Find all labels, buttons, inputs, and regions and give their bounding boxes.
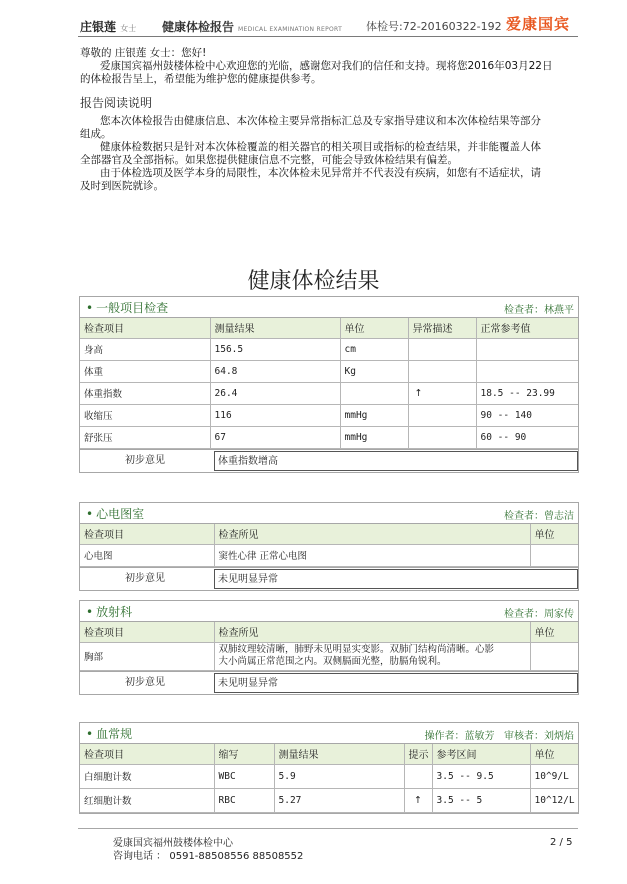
- opinion-label: 初步意见: [125, 454, 165, 466]
- item-unit: Kg: [340, 360, 408, 382]
- item-name: 身高: [80, 338, 210, 360]
- item-name: 收缩压: [80, 404, 210, 426]
- item-result: 156.5: [210, 338, 340, 360]
- item-abbr: WBC: [214, 764, 274, 788]
- block-header: [80, 297, 578, 318]
- item-finding: [214, 642, 530, 670]
- item-result: 5.9: [274, 764, 404, 788]
- item-flag: [404, 764, 432, 788]
- col-header: 缩写: [214, 744, 274, 764]
- item-ref: 90 -- 140: [476, 404, 578, 426]
- col-header: 异常描述: [408, 318, 476, 338]
- block-title: • 血常规: [86, 727, 133, 741]
- blood-table: [80, 744, 578, 813]
- blood-routine-block: [79, 722, 579, 814]
- item-flag: [408, 360, 476, 382]
- col-header: 测量结果: [210, 318, 340, 338]
- col-header: 提示: [404, 744, 432, 764]
- reading-guide-title: 报告阅读说明: [80, 96, 153, 110]
- general-exam-block: [79, 296, 579, 473]
- intro-line: 的体检报告呈上，希望能为维护您的健康提供参考。: [80, 73, 322, 85]
- item-unit: 10^12/L: [530, 788, 578, 812]
- item-result: 64.8: [210, 360, 340, 382]
- checker: 检查者：林燕平: [504, 305, 574, 316]
- table-row: [80, 404, 578, 426]
- item-flag: ↑: [408, 382, 476, 404]
- guide-line: 由于体检选项及医学本身的局限性，本次体检未见异常并不代表没有疾病，如您有不适症状，请: [100, 167, 541, 179]
- item-flag: [408, 338, 476, 360]
- table-row: [80, 544, 578, 566]
- block-title: • 放射科: [86, 605, 133, 619]
- col-header: 参考区间: [432, 744, 530, 764]
- table-header-row: [80, 622, 578, 642]
- col-header: 检查所见: [214, 622, 530, 642]
- opinion-row: [80, 449, 578, 472]
- item-unit: 10^9/L: [530, 764, 578, 788]
- col-header: 正常参考值: [476, 318, 578, 338]
- operator-reviewer: 操作者：蓝敏芳 审核者：刘炳焰: [424, 731, 574, 742]
- patient-gender: 女士: [120, 24, 137, 33]
- table-header-row: [80, 744, 578, 764]
- item-name: 心电图: [80, 544, 214, 566]
- col-header: 检查项目: [80, 622, 214, 642]
- table-row: [80, 642, 578, 670]
- table-row: [80, 338, 578, 360]
- item-ref: 3.5 -- 5: [432, 788, 530, 812]
- item-result: 116: [210, 404, 340, 426]
- item-name: 白细胞计数: [80, 764, 214, 788]
- opinion-value: 未见明显异常: [214, 569, 578, 589]
- ecg-table: [80, 524, 578, 567]
- item-name: 红细胞计数: [80, 788, 214, 812]
- item-unit: [340, 382, 408, 404]
- greeting: 尊敬的 庄银莲 女士：您好!: [80, 47, 207, 59]
- opinion-value: 未见明显异常: [214, 673, 578, 693]
- item-name: 舒张压: [80, 426, 210, 448]
- col-header: 检查项目: [80, 318, 210, 338]
- item-ref: 3.5 -- 9.5: [432, 764, 530, 788]
- opinion-row: [80, 567, 578, 590]
- footer-divider: [78, 828, 578, 829]
- finding-line: 双肺纹理较清晰，肺野未见明显实变影。双肺门结构尚清晰。心影: [218, 644, 495, 655]
- ecg-block: [79, 502, 579, 591]
- item-abbr: RBC: [214, 788, 274, 812]
- opinion-label: 初步意见: [125, 676, 165, 688]
- item-unit: [530, 544, 578, 566]
- brand-logo: 爱康国宾: [506, 15, 571, 33]
- block-title: • 一般项目检查: [86, 301, 169, 315]
- opinion-label: 初步意见: [125, 572, 165, 584]
- guide-line: 全部器官及全部指标。如果您提供健康信息不完整，可能会导致体检结果有偏差。: [80, 154, 458, 166]
- table-header-row: [80, 524, 578, 544]
- item-result: 26.4: [210, 382, 340, 404]
- col-header: 检查项目: [80, 524, 214, 544]
- guide-line: 组成。: [80, 128, 112, 140]
- item-result: 67: [210, 426, 340, 448]
- table-header-row: [80, 318, 578, 338]
- guide-line: 健康体检数据只是针对本次体检覆盖的相关器官的相关项目或指标的检查结果，并非能覆盖人体: [100, 141, 541, 153]
- item-finding: 窦性心律 正常心电图: [214, 544, 530, 566]
- item-flag: [408, 404, 476, 426]
- item-unit: cm: [340, 338, 408, 360]
- table-row: [80, 382, 578, 404]
- col-header: 检查项目: [80, 744, 214, 764]
- table-row: [80, 764, 578, 788]
- item-flag: [408, 426, 476, 448]
- item-ref: [476, 338, 578, 360]
- report-title: 健康体检报告 MEDICAL EXAMINATION REPORT: [162, 20, 343, 34]
- item-unit: mmHg: [340, 426, 408, 448]
- checker: 检查者：曾志洁: [504, 511, 574, 522]
- item-name: 体重: [80, 360, 210, 382]
- col-header: 单位: [340, 318, 408, 338]
- item-unit: [530, 642, 578, 670]
- col-header: 单位: [530, 622, 578, 642]
- table-row: [80, 426, 578, 448]
- exam-id: 体检号:72-20160322-192: [366, 20, 502, 33]
- item-name: 胸部: [80, 642, 214, 670]
- item-ref: [476, 360, 578, 382]
- block-title: • 心电图室: [86, 507, 145, 521]
- intro-line: 爱康国宾福州鼓楼体检中心欢迎您的光临，感谢您对我们的信任和支持。现将您2016年03月22日: [100, 60, 553, 72]
- col-header: 测量结果: [274, 744, 404, 764]
- item-result: 5.27: [274, 788, 404, 812]
- item-unit: mmHg: [340, 404, 408, 426]
- col-header: 单位: [530, 524, 578, 544]
- opinion-value: 体重指数增高: [214, 451, 578, 471]
- block-header: [80, 601, 578, 622]
- radiology-table: [80, 622, 578, 671]
- footer-center-name: 爱康国宾福州鼓楼体检中心: [113, 838, 233, 849]
- block-header: [80, 503, 578, 524]
- patient-name: 庄银莲 女士: [80, 20, 137, 34]
- page-number: 2 / 5: [550, 837, 573, 848]
- checker: 检查者：周家传: [504, 609, 574, 620]
- item-ref: 60 -- 90: [476, 426, 578, 448]
- guide-line: 及时到医院就诊。: [80, 180, 164, 192]
- table-row: [80, 360, 578, 382]
- report-title-en: MEDICAL EXAMINATION REPORT: [238, 26, 343, 33]
- header-divider: [78, 36, 578, 37]
- guide-line: 您本次体检报告由健康信息、本次体检主要异常指标汇总及专家指导建议和本次体检结果等部分: [100, 115, 541, 127]
- col-header: 单位: [530, 744, 578, 764]
- footer-phone: 咨询电话 ： 0591-88508556 88508552: [113, 851, 304, 862]
- results-title: 健康体检结果: [247, 269, 380, 294]
- item-name: 体重指数: [80, 382, 210, 404]
- general-table: [80, 318, 578, 449]
- block-header: [80, 723, 578, 744]
- col-header: 检查所见: [214, 524, 530, 544]
- item-ref: 18.5 -- 23.99: [476, 382, 578, 404]
- finding-line: 大小尚属正常范围之内。双侧膈面光整，肋膈角锐利。: [218, 656, 447, 667]
- radiology-block: [79, 600, 579, 695]
- opinion-row: [80, 671, 578, 694]
- table-row: [80, 788, 578, 812]
- item-flag: ↑: [404, 788, 432, 812]
